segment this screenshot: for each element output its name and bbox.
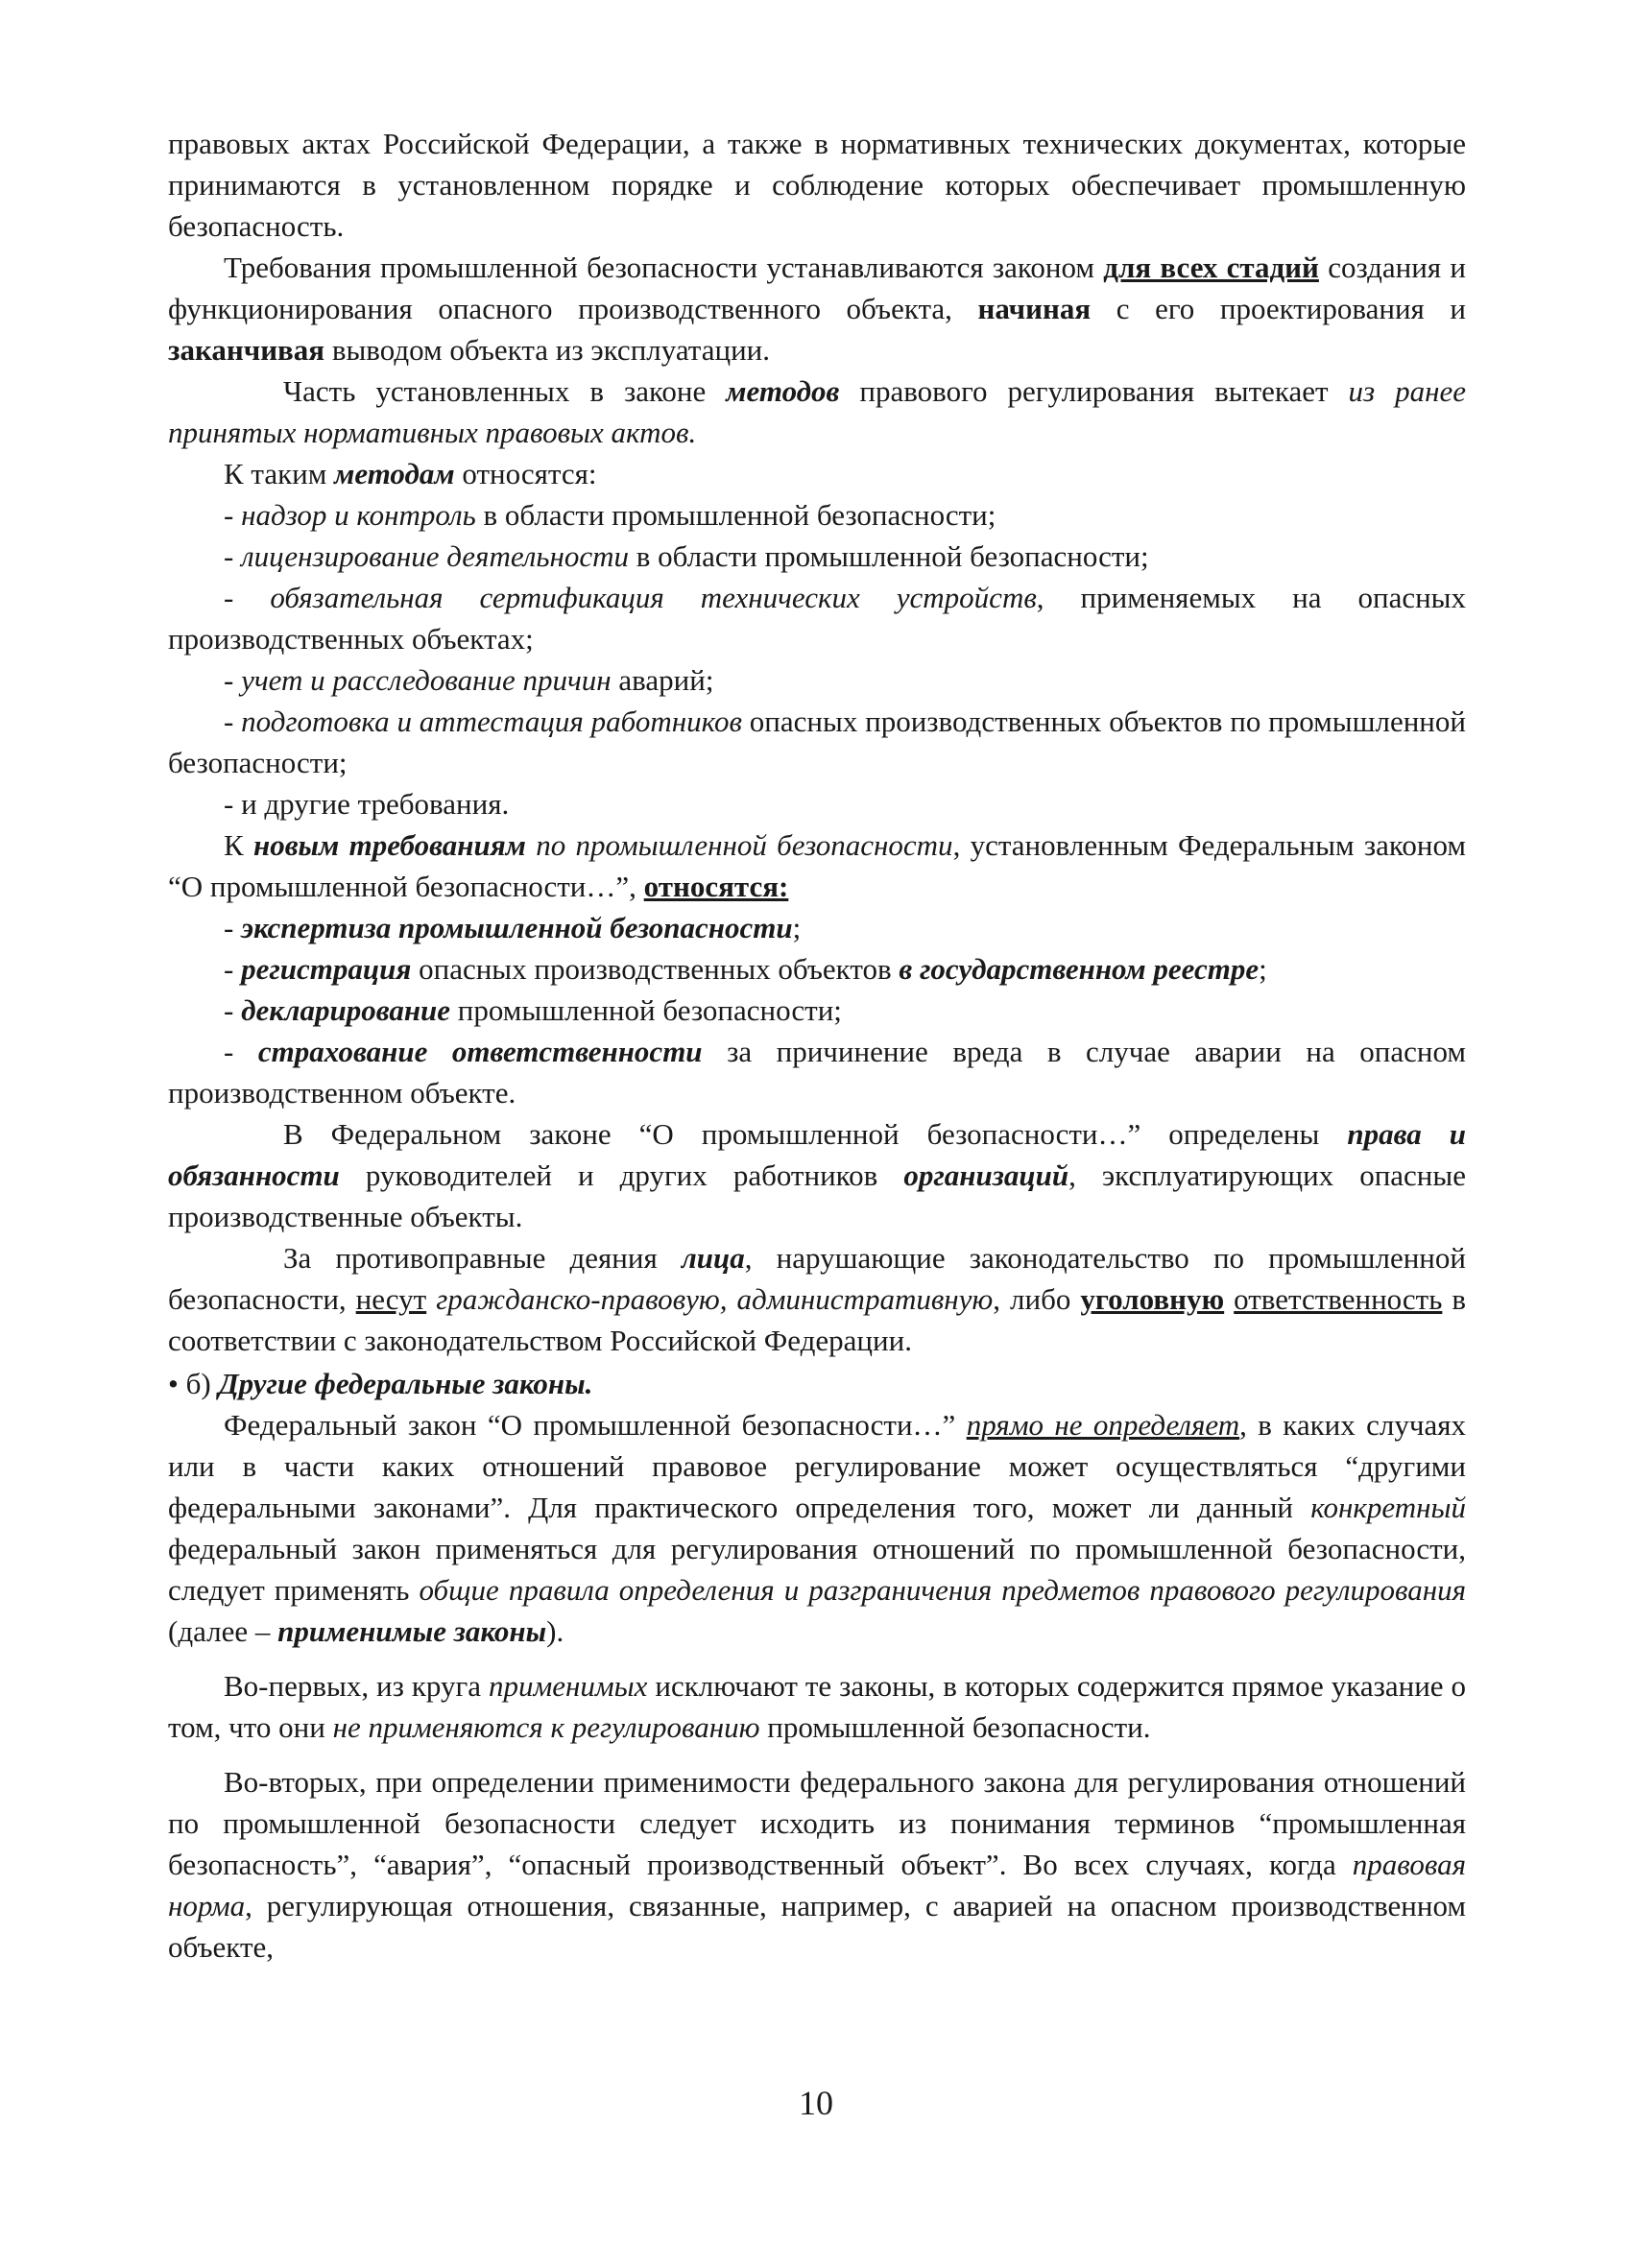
paragraph-liability: За противоправные деяния лица, нарушающие законодательство по промышленной безопасности, несут гражданско-правовую, административную, либо уголовную ответственность в соответствии с законодательством Российской Федерации. [168, 1241, 1467, 1357]
list-item: - подготовка и аттестация работников опасных производственных объектов по промышленной безопасности; [168, 704, 1466, 779]
emphasis-bear: несут [355, 1282, 427, 1316]
section-heading: • б) Другие федеральные законы. [168, 1367, 593, 1400]
page-number: 10 [799, 2084, 833, 2122]
emphasis-rights-duties: права и обязанности [168, 1117, 1467, 1192]
list-item: - регистрация опасных производственных объектов в государственном реестре; [224, 952, 1267, 986]
paragraph-other-laws: Федеральный закон “О промышленной безопасности…” прямо не определяет, в каких случаях или в части каких отношений правовое регулирование может осуществляться “другими федеральными законами”. Для практического определения того, может ли данный конкретный федеральный закон применяться для регулирования отношений по промышленной безопасности, следует применять общие правила определения и разграничения предметов правового регулирования (далее – применимые законы). [168, 1408, 1467, 1648]
emphasis-starting: начиная [977, 292, 1092, 325]
page-content [168, 123, 1466, 1968]
emphasis-persons: лица [681, 1241, 745, 1275]
paragraph-methods-origin: Часть установленных в законе методов правового регулирования вытекает из ранее принятых нормативных правовых актов. [168, 374, 1467, 449]
paragraph-requirements: Требования промышленной безопасности устанавливаются законом для всех стадий создания и функционирования опасного производственного объекта, начиная с его проектирования и заканчивая выводом объекта из эксплуатации. [168, 251, 1466, 367]
emphasis-criminal: уголовную [1080, 1282, 1225, 1316]
paragraph-firstly: Во-первых, из круга применимых исключают те законы, в которых содержится прямое указание о том, что они не применяются к регулированию промышленной безопасности. [168, 1669, 1467, 1744]
emphasis-all-stages: для всех стадий [1103, 251, 1319, 284]
paragraph-new-requirements: К новым требованиям по промышленной безопасности, установленным Федеральным законом “О промышленной безопасности…”, относятся: [168, 828, 1466, 903]
paragraph-methods-intro: К таким методам относятся: [224, 457, 597, 490]
emphasis-applicable-laws: применимые законы [277, 1614, 547, 1648]
list-item: - экспертиза промышленной безопасности; [224, 911, 802, 944]
emphasis-methods: методов [726, 374, 840, 408]
list-item: - надзор и контроль в области промышленной безопасности; [224, 498, 996, 532]
list-item: - и другие требования. [224, 787, 510, 821]
list-item: - лицензирование деятельности в области промышленной безопасности; [224, 539, 1149, 573]
paragraph-continuation: правовых актах Российской Федерации, а также в нормативных технических документах, которые принимаются в установленном порядке и соблюдение которых обеспечивает промышленную безопасность. [168, 127, 1466, 243]
paragraph-rights-duties: В Федеральном законе “О промышленной безопасности…” определены права и обязанности руководителей и других работников организаций, эксплуатирующих опасные производственные объекты. [168, 1117, 1467, 1233]
paragraph-secondly: Во-вторых, при определении применимости федерального закона для регулирования отношений по промышленной безопасности следует исходить из понимания терминов “промышленная безопасность”, “авария”, “опасный производственный объект”. Во всех случаях, когда правовая норма, регулирующая отношения, связанные, например, с аварией на опасном производственном объекте, [168, 1765, 1466, 1964]
emphasis-new-requirements: новым требованиям [252, 828, 526, 862]
section-title: Другие федеральные законы. [218, 1367, 593, 1400]
emphasis-ending: заканчивая [168, 333, 325, 367]
emphasis-belong: относятся: [643, 870, 789, 903]
list-item: - учет и расследование причин аварий; [224, 663, 714, 697]
list-item: - декларирование промышленной безопасности; [224, 993, 842, 1027]
emphasis-not-defined: прямо не определяет [966, 1408, 1240, 1442]
emphasis-prior-acts: из ранее принятых нормативных правовых актов. [168, 374, 1467, 449]
emphasis-organizations: организаций [903, 1158, 1069, 1192]
list-item: - обязательная сертификация технических устройств, применяемых на опасных производственных объектах; [168, 581, 1467, 656]
emphasis-legal-norm: правовая норма [168, 1848, 1466, 1922]
list-item: - страхование ответственности за причинение вреда в случае аварии на опасном производственном объекте. [168, 1035, 1466, 1110]
emphasis-methods: методам [334, 457, 455, 490]
emphasis-responsibility: ответственность [1234, 1282, 1443, 1316]
